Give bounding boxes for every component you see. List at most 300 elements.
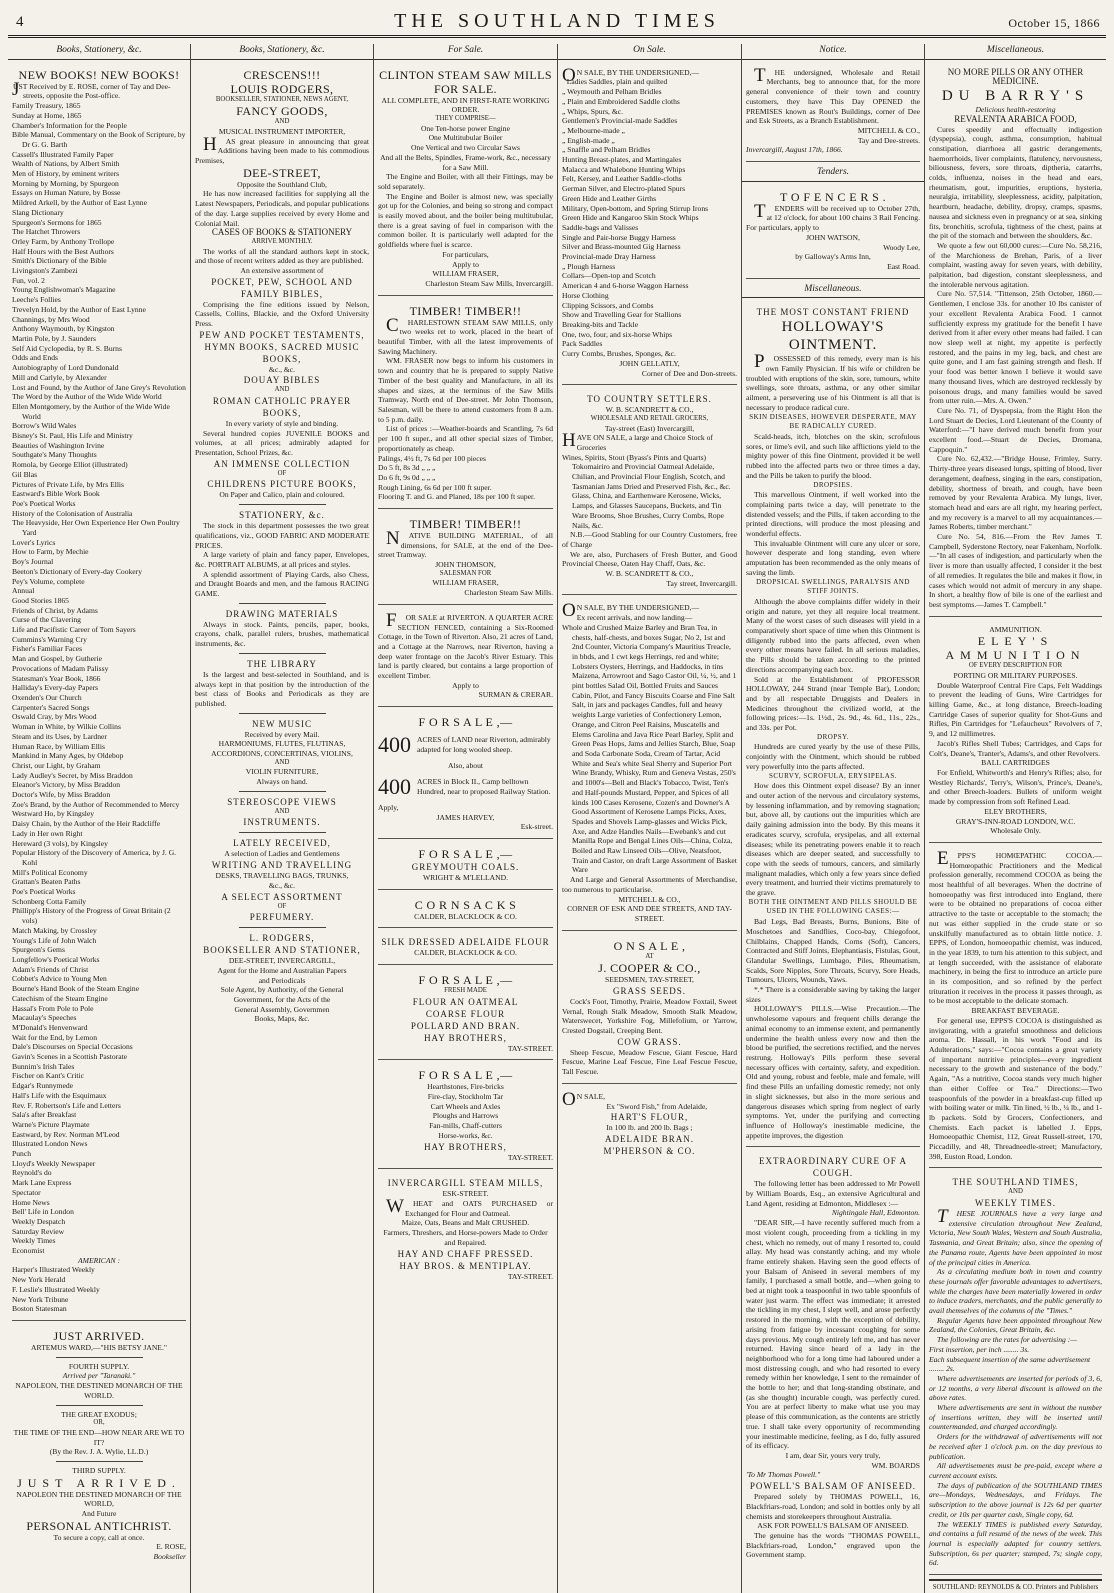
ball-heading: BALL CARTRIDGES [981, 758, 1050, 768]
list-item: Single and Pair-horse Buggy Harness [562, 232, 676, 242]
paragraph: Bad Legs, Bad Breasts, Burns, Bunions, Bite of Moschetoes and Sandflies, Coco-bay, Chiegofoot, Chilblains, Chapped Hands, Corns (Soft), Cancers, Contracted and Stiff Joints, Elephantiasis, Fistulas, Gout, Glandular Swellings, Lumbago, Piles, Rheumatism, Scalds, Sore Nipples, Sore Throats, Scurvy, Sore Heads, Tumours, Ulcers, Wounds, Yaws. [746, 917, 920, 985]
etc: &c., &c. [268, 364, 296, 374]
for-sale-heading: F O R S A L E ,— [418, 973, 513, 988]
list-item: „ Snaffle and Pelham Bridles [562, 145, 651, 155]
eley-name: ELEY BROTHERS, [984, 806, 1047, 816]
ad-corn-sacks [378, 894, 553, 929]
list-item: Illustrated London News [12, 1139, 88, 1149]
list-item: One Vertical and two Circular Saws [411, 143, 520, 153]
list-item: Cobbet's Advice to Young Men [12, 974, 107, 984]
musical-importer: MUSICAL INSTRUMENT IMPORTER, [218, 126, 346, 136]
paragraph: Prepared solely by THOMAS POWELL, 16, Blackfriars-road, London; and sold in bottles only by all chemists and storekeepers throughout Australia. [746, 1492, 920, 1521]
paragraph: Is the largest and best-selected in Southland, and is always kept in that position by the introduction of the best class of Books and Periodicals as they are published. [195, 669, 369, 708]
list-item: The Heavyside, Her Own Experience Her Own Poultry Yard [12, 518, 180, 538]
calder-name: CALDER, BLACKLOCK & CO. [414, 948, 517, 958]
list-item: Livingston's Zambezi [12, 266, 78, 276]
list-item: Provocations of Madam Palissy [12, 663, 109, 673]
napoleon-title: NAPOLEON, THE DESTINED MONARCH OF THE WORLD. [15, 1381, 183, 1400]
paragraph: Although the above complaints differ widely in their origin and nature, yet they all require local treatment. Many of the worst cases of such diseases will yield in a comparatively short space of time when this Ointment is diligently rubbed into the parts affected, even when every other means have failed. In all serious maladies, the Pills should be taken according to the printed directions accompanying each box. [746, 596, 920, 674]
variety-line: In every variety of style and binding. [225, 419, 339, 429]
list-item: Lost and Found, by the Author of Jane Grey's Revolution [12, 382, 186, 392]
list-item: Oswald Cray, by Mrs Wood [12, 712, 97, 722]
paragraph: The days of publication of the SOUTHLAND TIMES are—Mondays, Wednesdays, and Fridays. The subscription to the above journal is 12s 6d per quarter credit, or 10s per quarter cash, Single copy, 6d. [929, 1480, 1102, 1519]
list-item: Rev. F. Robertson's Life and Letters [12, 1100, 121, 1110]
list-item: Wealth of Nations, by Albert Smith [12, 159, 120, 169]
list-item: Hall's Life with the Esquimaux [12, 1090, 107, 1100]
list-item: Sunday at Home, 1865 [12, 110, 82, 120]
column-miscellaneous [924, 44, 1106, 1593]
coarse-heading: COARSE FLOUR [425, 1008, 506, 1019]
ad-eley [929, 621, 1102, 843]
list-item: Provincial-made Dray Harness [562, 252, 656, 262]
roman-prayer-books: ROMAN CATHOLIC PRAYER BOOKS, [212, 396, 352, 419]
list-item: Young Englishwoman's Magazine [12, 285, 116, 295]
extensive-label: An extensive assortment of [240, 265, 324, 275]
ad-intro: ON SALE, [562, 1088, 605, 1110]
mill-items [378, 124, 553, 173]
list-item: Cummins's Warning Cry [12, 634, 87, 644]
wholesale-only: Wholesale Only. [990, 826, 1041, 836]
list-item: Anthony Waymouth, by Kingston [12, 324, 115, 334]
list-item: Edgar's Runnymede [12, 1081, 74, 1091]
paragraph: THE undersigned, Wholesale and Retail Merchants, beg to announce that, for the more general convenience of their town and country customers, they have This Day OPENED the PREMISES known as Rout's Buildings, corner of Dee and Esk Streets, as a Branch Establishment. [746, 64, 920, 126]
ad-epps [929, 847, 1102, 1169]
list-item: Saturday Review [12, 1226, 65, 1236]
list-item: Lady Audley's Secret, by Miss Braddon [12, 770, 133, 780]
list-item: One Ten-horse power Engine [421, 123, 510, 133]
desks-line: DESKS, TRAVELLING BAGS, TRUNKS, [215, 871, 349, 881]
list-item: Beauties of Washington Irvine [12, 440, 105, 450]
paragraph: The Engine and Boiler is almost new, was specially got up for the Colonies, and being so strong and compact is easily moved about, and the boiler being multitubular, there is a great saving of fuel in comparison with the common boiler. It is particularly well adapted for the goldfields where fuel is scarce. [378, 191, 553, 250]
list-item: Green Hide and Kangaroo Skin Stock Whips [562, 213, 699, 223]
no-more-heading: NO MORE PILLS OR ANY OTHER MEDICINE. [947, 66, 1084, 87]
pollard-heading: POLLARD AND BRAN. [410, 1020, 521, 1031]
holloway-heading: HOLLOWAY'S OINTMENT. [781, 319, 885, 354]
ad-steam-mills [378, 1173, 553, 1287]
paragraph: HAS great pleasure in announcing that great Additions having been made to his commodious Premises, [195, 133, 369, 165]
by-wylie: (By the Rev. J. A. Wylie, LL.D.) [49, 1447, 149, 1457]
acres-number: 400 [378, 773, 411, 799]
list-item: „ Plain and Embroidered Saddle cloths [562, 96, 680, 106]
cough-heading: EXTRAORDINARY CURE OF A COUGH. [759, 1156, 907, 1179]
list-item: Gentlemen's Provincial-made Saddles [562, 116, 678, 126]
column-books-rose [8, 44, 190, 1593]
list-item: Collars—Open-top and Scotch [562, 271, 656, 281]
timber-prices [378, 454, 553, 503]
list-item: Eastward's Bible Work Book [12, 489, 100, 499]
list-item: Chamber's Information for the People [12, 120, 127, 130]
ad-holloway [746, 302, 920, 1147]
list-item: Cart Wheels and Axles [430, 1101, 501, 1111]
list-item: Wait for the End, by Lemon [12, 1032, 98, 1042]
list-item: Hereward (3 vols), by Kingsley [12, 838, 108, 848]
list-item: Self Aid Cyclopedia, by R. S. Burns [12, 343, 122, 353]
ad-intro: ON SALE, BY THE UNDERSIGNED,— [562, 64, 700, 86]
list-item: Fun, vol. 2 [12, 275, 45, 285]
and-label: AND [274, 386, 290, 394]
ad-flour [378, 969, 553, 1060]
lately-heading: LATELY RECEIVED, [233, 838, 331, 849]
list-item: One, two, four, and six-horse Whips [562, 329, 673, 339]
list-item: Morning by Morning, by Spurgeon [12, 178, 119, 188]
fencers-heading: T O F E N C E R S . [779, 189, 887, 204]
calder-name: CALDER, BLACKLOCK & CO. [414, 911, 517, 921]
of-label: OF [277, 469, 287, 477]
list-item: Curse of the Clavering [12, 615, 81, 625]
list-item: Poe's Poetical Works [12, 498, 76, 508]
paragraph: Cock's Foot, Timothy, Prairie, Meadow Foxtail, Sweet Vernal, Rough Stalk Meadow, Smooth Stalk Meadow, Waterswecet, Yorkshire Fog, Millefolium, or Yarrow, Crested Dogstail, Creeping Bent. [562, 996, 737, 1036]
just-arrived-heading: JUST ARRIVED. [53, 1329, 145, 1343]
page-number: 4 [16, 14, 24, 30]
paragraph: CHARLESTOWN STEAM SAW MILLS, only two weeks ret to work, placed in the heart of beautiful Timber, with all the latest improvements of Sawing Machinery. [378, 314, 553, 356]
paragraph: As a circulating medium both in town and country these journals offer favorable advantages to advertisers, while the charges have been materially lowered in order to induce traders, merchants, and the public generally to avail themselves of the columns of the "Times." [929, 1267, 1102, 1316]
subheading: DROPSY. [817, 732, 849, 741]
list-item: Malacca and Whalebone Hunting Whips [562, 164, 686, 174]
acres-text: ACRES in Block II., Camp belltown Hundred, near to proposed Railway Station. [417, 777, 551, 796]
american-list [12, 1265, 186, 1314]
napoleon-title-2: NAPOLEON THE DESTINED MONARCH OF THE WORLD, [16, 1489, 182, 1509]
column-header: Books, Stationery, &c. [191, 44, 373, 60]
paragraph: Cures speedily and effectually indigestion (dyspepsia), cough, asthma, consumption, habitual constipation, diarrhoea all gastric derangements, haemorrhoids, liver complaints, flatulency, nervousness, biliousness, fevers, sore throats, diptheria, catarrhs, colds, influenza, noises in the head and ears, rheumatism, gout, impurities, eruptions, hysteria, neuralgia, irritability, sleeplessness, acidity, palpitation, heartburn, headache, debility, dropsy, cramps, spasms, nausea and sickness even in pregnancy or at sea, sinking fits, bronchitis, scrofula, tightness of the chest, pains at the pit of the stomach and between the shoulders, &c. [929, 124, 1102, 241]
corn-heading: C O R N S A C K S [414, 897, 517, 912]
paragraph: Sold at the Establishment of PROFESSOR HOLLOWAY, 244 Strand (near Temple Bar), London; and by all respectable Druggists and Dealers in Medicines throughout the civilized world, at the following prices:—1s. 1½d., 2s. 9d., 4s. 6d., 11s., 22s., and 33s. per Pot. [746, 674, 920, 733]
cow-heading: COW GRASS. [617, 1036, 682, 1047]
of-line: OF EVERY DESCRIPTION FOR [968, 662, 1063, 670]
breakfast-heading: BREAKFAST BEVERAGE. [971, 1006, 1060, 1016]
sale-line: Sole Agent, by Authority, of the General [220, 985, 344, 995]
maps-line: Books, Maps, &c. [254, 1014, 310, 1024]
flour-heading: FLOUR AN OATMEAL [412, 996, 519, 1007]
list-item: Odds and Ends [12, 353, 58, 363]
column-notice [741, 44, 924, 1593]
list-item: Hassal's From Pole to Pole [12, 1003, 94, 1013]
list-item: Spurgeon's Sermons for 1865 [12, 217, 102, 227]
surman-name: SURMAN & CRERAR. [478, 690, 553, 700]
revalenta-heading: REVALENTA ARABICA FOOD, [954, 113, 1077, 124]
just-arrived-2: JUST ARRIVED. [17, 1475, 181, 1490]
comprise-line: THEY COMPRISE— [435, 115, 496, 123]
column-header: For Sale. [374, 44, 557, 60]
list-item: Ladies Saddles, plain and quilted [566, 77, 668, 87]
selection-line: A selection of Ladies and Gentlemens [224, 849, 340, 859]
subheading: SCURVY, SCROFULA, ERYSIPELAS. [769, 771, 897, 780]
list-item: Poe's Poetical Works [12, 887, 76, 897]
tay-line: Tay street, Invercargill. [666, 578, 737, 588]
list-item: Mill and Carlyle, by Alexander [12, 372, 107, 382]
bibles-heading: POCKET, PEW, SCHOOL AND FAMILY BIBLES, [211, 276, 353, 299]
list-item: Bible Manual, Commentary on the Book of Scripture, by Dr G. G. Barth [12, 130, 186, 149]
list-item: Bourne's Hand Book of the Steam Engine [12, 984, 140, 994]
list-item: Breaking-bits and Tackle [562, 319, 639, 329]
stereo-heading: STEREOSCOPE VIEWS [227, 796, 337, 807]
and-future: And Future [81, 1509, 117, 1519]
paragraph: TENDERS will be received up to October 27th, at 12 o'clock, for about 100 chains 3 Rail Fencing. For particulars, apply to [746, 200, 920, 233]
list-item: Channings, by Mrs Wood [12, 314, 90, 324]
gallo-line: by Galloway's Arms Inn, [795, 252, 871, 262]
great-exodus: THE GREAT EXODUS; [61, 1409, 137, 1419]
paragraph: Where advertisements are sent in without the number of insertions written, they will be inserted until countermanded, and charged accordingly. [929, 1403, 1102, 1432]
list-item: Dale's Discourses on Special Occasions [12, 1042, 133, 1052]
opposite-club: Opposite the Southland Club, [237, 179, 327, 189]
column-header: On Sale. [558, 44, 741, 60]
and-label: AND [274, 807, 290, 815]
paragraph: For general use, EPPS'S COCOA is distinguished as invigorating, with a grateful smoothness and delicious aroma. Dr. Hassall, in his work "Food and its Adulterations," says:—"Cocoa contains a great variety of important nutritive principles—every ingredient necessary to the growth and sustenance of the body." Again, "As a nutritive, Cocoa stands very much higher than either Coffee or Tea." Directions:—Two teaspoonfuls of the powder in a breakfast-cup filled up with boiling water or milk. Tin lined, ½ lb., ¼ lb., and 1-lb packets. Sold by Grocers, Confectioners, and Chemists. Each packet is labelled J. Epps, Homoeopathic Chemist, 112, Great Russell-street, 170, Piccadilly, and 48, Threadneedle-street; Manufactory, 398, Euston Road, London. [929, 1015, 1102, 1161]
printer-footer: SOUTHLAND: REYNOLDS & CO. Printers and Publishers [929, 1579, 1102, 1593]
list-item: Mark Lane Express [12, 1178, 72, 1188]
to-line: 'To Mr Thomas Powell." [746, 1470, 821, 1480]
list-item: Mildred Arkell, by the Author of East Lynne [12, 198, 147, 208]
list-item: F. Leslie's Illustrated Weekly [12, 1284, 100, 1294]
watson-name: JOHN WATSON, [806, 232, 860, 242]
paragraph: Orders for the withdrawal of advertisements will not be received after 1 o'clock p.m. on the day previous to publication. [929, 1432, 1102, 1461]
list-item: Bell' Life in London [12, 1207, 74, 1217]
apply-line: Apply, [378, 802, 399, 812]
list-item: Gil Blas [12, 469, 38, 479]
column-header: Notice. [742, 44, 924, 60]
library-heading: THE LIBRARY [247, 658, 317, 669]
of-label: OF [277, 902, 287, 910]
list-item: New York Herald [12, 1275, 66, 1285]
woody-line: Woody Lee, [883, 242, 920, 252]
ad-intro: ON SALE, BY THE UNDERSIGNED,— [562, 600, 700, 622]
immense-collection: AN IMMENSE COLLECTION [213, 458, 351, 469]
subheading: DROPSICAL SWELLINGS, PARALYSIS AND STIFF JOINTS. [756, 577, 910, 596]
list-item: Mill's Political Economy [12, 867, 88, 877]
list-item: Life and Pacifistic Career of Tom Sayers [12, 625, 136, 635]
timber-heading: TIMBER! TIMBER!! [409, 517, 522, 532]
scandrett-name: W. B. SCANDRETT & CO., [605, 569, 694, 579]
list-item: Home News [12, 1197, 50, 1207]
ad-gellatly [562, 64, 737, 386]
writing-heading: WRITING AND TRAVELLING [211, 860, 353, 871]
list-item: Half Hours with the Best Authors [12, 246, 114, 256]
paragraph: Jacob's Rifles Shell Tubes; Cartridges, and Caps for Colt's, Deane's, Tranter's, Adams's, and other Revolvers. [929, 738, 1102, 758]
list-item: Saddle-bags and Valisses [562, 222, 639, 232]
list-item: Annual [12, 586, 35, 596]
list-item: Hunting Breast-plates, and Martingales [562, 155, 682, 165]
paragraph: The WEEKLY TIMES is published every Saturday, and contains a full resumé of the news of the week. This journal is especially adapted for country settlers. Subscription, 6s per quarter; stamped, 7s; single copy, 6d. [929, 1519, 1102, 1568]
list-item: Horse-works, &c. [438, 1130, 493, 1140]
ad-timber [378, 300, 553, 509]
paragraph: Cure No. 71, of Dyspepsia, from the Right Hon the Lord Stuart de Decies, Lord Lieutenant of the County of Waterford:—"I have derived much benefit from your excellent food.—Stuart de Decies, Dromana, Cappoquin." [929, 405, 1102, 454]
dee-street: DEE-STREET, [243, 165, 321, 180]
list-item: Match Making, by Crossley [12, 925, 97, 935]
paragraph: We are, also, Purchasers of Fresh Butter, and Good Provincial Cheese, Oaten Hay Chaff, Oats, &c. [562, 549, 737, 569]
apply-line: Apply to [452, 680, 479, 690]
tay-line: Tay-street (East) Invercargill, [604, 423, 695, 433]
wright-name: WRIGHT & M'LELLAND. [423, 872, 508, 882]
list-item: Zoe's Brand, by the Author of Recommended to Mercy [12, 799, 180, 809]
list-item: Ellen Montgomery, by the Author of the Wide Wide World [12, 401, 170, 421]
list-item: Catechism of the Steam Engine [12, 993, 108, 1003]
mitchell-name: MITCHELL & CO., [618, 894, 681, 904]
ad-mitchell [562, 599, 737, 930]
paragraph: Several hundred copies JUVENILE BOOKS and volumes, at all prices; admirably adapted for Presentation, School Prizes, &c. [195, 428, 369, 458]
corner-line: Corner of Dee and Don-streets. [641, 368, 737, 378]
list-item: Adam's Friends of Christ [12, 964, 89, 974]
chaff-heading: HAY AND CHAFF PRESSED. [397, 1248, 534, 1259]
list-item: Military, Open-bottom, and Spring Stirrup Irons [562, 203, 709, 213]
paragraph: Comprising the fine editions issued by Nelson, Cassells, Collins, Blackie, and the Oxford University Press. [195, 299, 369, 329]
ad-rodgers [195, 64, 369, 1030]
list-item: Mankind in Many Ages, by Oldebop [12, 751, 124, 761]
tay-line: TAY-STREET. [507, 1271, 553, 1281]
list-item: „ English-made „ [562, 135, 615, 145]
list-item: Carpenter's Sacred Songs [12, 702, 90, 712]
masthead [8, 8, 1106, 38]
list-item: Bisney's St. Paul, His Life and Ministry [12, 431, 133, 441]
nightingale-line: Nightingale Hall, Edmonton. [831, 1208, 920, 1218]
artemus-ward: ARTEMUS WARD,—"HIS BETSY JANE." [31, 1343, 167, 1352]
list-item: Martin Pole, by J. Saunders [12, 333, 96, 343]
paragraph: He has now increased facilities for supplying all the Latest Newspapers, Periodicals, and popular publications of the day. Large supplies received by every Home and Colonial Mail. [195, 189, 369, 228]
notice-date: Invercargill, August 17th, 1866. [746, 145, 843, 155]
list-item: Woman in White, by Wilkie Collins [12, 722, 121, 732]
list-item: Do 6 ft, 9s 0d „ „ „ [378, 472, 436, 482]
list-item: Boy's Journal [12, 557, 54, 567]
paragraph: Cure No. 62,432.—"Bridge House, Frimley, Surry. Thirty-three years diseased lungs, spitting of blood, liver derangement, deafness, singing in the ears, constipation, debility, shortness of breath, and cough, have been removed by your Revalenta Arabica. My lungs, liver, stomach head and ears are all right, my hearing perfect, and my recovery is a marvel to all my acquaintances.—James Roberts, timber merchant." [929, 454, 1102, 532]
tay-line: TAY-STREET. [507, 1152, 553, 1162]
mentiplay-name: HAY BROS. & MENTIPLAY. [399, 1260, 532, 1271]
steam-heading: INVERCARGILL STEAM MILLS, [387, 1178, 544, 1189]
list-item: Reynold's do [12, 1168, 52, 1178]
harmoniums-line: HARMONIUMS, FLUTES, FLUTINAS, ACCORDIONS, CONCERTINAS, VIOLINS, [211, 739, 353, 759]
sizes-line: In 100 lb. and 200 lb. Bags ; [606, 1123, 693, 1133]
paragraph: The Engine and Boiler, with all their Fittings, may be sold separately. [378, 172, 553, 191]
wholesale-line: WHOLESALE AND RETAIL GROCERS, [590, 414, 709, 422]
paragraph: Cure No. 57,514. "Tittenson, 25th October, 1860.—Gentlemen, I enclose 33s. for another 10 lbs canister of your excellent Revalenta Arabica Food. I cannot sufficiently express my gratitude for the benefit I have derived from it after every other means had failed. I can now sleep well at night, my appetite is perfectly restored, and the pains in my leg, back, and chest are quite gone, and I am fast gaining strength and flesh. If your food was better known I believe it would save many thousand lives, which are destroyed recklessly by poisonous drugs, and many families would be saved from utter ruin.—Mrs. A. Owen." [929, 289, 1102, 406]
ad-riverton [378, 609, 553, 707]
dee-line: DEE-STREET, INVERCARGILL, [228, 956, 336, 966]
ad-fencers [746, 186, 920, 279]
bookseller-line: BOOKSELLER AND STATIONER, [203, 945, 361, 956]
paragraph: And Large and General Assortments of Merchandise, too numerous to particularise. [562, 875, 737, 894]
ad-scandrett [562, 389, 737, 595]
assembly-line: General Assembly, Governmen [234, 1004, 330, 1014]
paragraph: *.* There is a considerable saving by taking the larger sizes [746, 985, 920, 1004]
list-item: Orley Farm, by Anthony Trollope [12, 236, 115, 246]
clinton-heading: CLINTON STEAM SAW MILLS FOR SALE. [379, 67, 552, 96]
list-item: How to Farm, by Mechie [12, 547, 89, 557]
instruments-heading: INSTRUMENTS. [243, 817, 321, 828]
mail-line: Received by every Mail. [244, 729, 320, 739]
always-line: Always on hand. [256, 777, 308, 787]
tay-line: TAY-STREET. [507, 1043, 553, 1053]
salesman-line: SALESMAN FOR [439, 569, 492, 577]
ex-line: Ex recent arrivals, and now landing— [576, 613, 693, 623]
ask-line: ASK FOR POWELL'S BALSAM OF ANISEED. [757, 1521, 909, 1531]
list-item: Smith's Dictionary of the Bible [12, 256, 107, 266]
list-item: The Hatchet Throwers [12, 227, 81, 237]
list-item: Statesman's Year Book, 1866 [12, 673, 101, 683]
arrive-monthly: ARRIVE MONTHLY. [251, 237, 313, 245]
list-item: Halliday's Every-day Papers [12, 683, 99, 693]
third-supply: THIRD SUPPLY. [72, 1465, 126, 1475]
constant-heading: THE MOST CONSTANT FRIEND [756, 307, 910, 318]
acres-number: 400 [378, 732, 411, 758]
list-item: Weekly Despatch [12, 1216, 66, 1226]
list-item: Bunnim's Irish Tales [12, 1061, 75, 1071]
farmers-line: Farmers, Threshers, and Horse-powers Made to Order and Repaired. [383, 1228, 548, 1247]
for-sale-heading: F O R S A L E ,— [418, 715, 513, 730]
paragraph: EPPS'S HOMŒPATHIC COCOA.—Homœopathic Practitioners and the Medical profession generally, recommend COCOA as being the most healthful of all beverages. When the doctrine of homoeopathy was first introduced into England, there were to be obtained no preparations of cocoa either attractive to the taste or acceptable to the stomach; the nut was either supplied in the crude state or so unskilfully manufactured as to obtain little notice. J. EPPS, of London, homoeopathic chemist, was induced, in the year 1839, to turn his attention to this subject, and at length succeeded, with the assistance of elaborate machinery, in being the first to introduce an article pure in its composition, and so refined by the perfect trituration it receives in the process it passes through, as to be most acceptable to the delicate stomach. [929, 847, 1102, 1006]
column-for-sale [373, 44, 557, 1593]
list-item: Pack Saddles [562, 339, 603, 349]
ad-clinton-saw-mills [378, 64, 553, 296]
list-item: Boston Statesman [12, 1304, 67, 1314]
paragraph: HOLLOWAY'S PILLS.—Wise Precaution.—The unwholesome vapours and frequent chills derange the animal economy to an immense extent, and permanently undermine the health unless every now and then the blood be purified, the secretions rectified, and the nerves restrung. Holloway's Pills perform these several necessary offices with certainty, safety, and expedition. Old and young, robust and feeble, male and female, will find these Pills an unfailing domestic remedy; not only in slight sicknesses, but also in the more serious and dangerous diseases which spring from neglect of early symptoms. Yet, under the purifying and correcting influence of Holloway's inestimable medicine, the appetite improves, the digestion [746, 1004, 920, 1140]
paragraph: WHEAT and OATS PURCHASED or Exchanged for Flour and Oatmeal. [386, 1196, 553, 1218]
perfumery-heading: PERFUMERY. [249, 912, 315, 923]
list-item: Fisher's Familiar Faces [12, 644, 83, 654]
times-heading: THE SOUTHLAND TIMES, [952, 1177, 1079, 1188]
list-item: „ Melbourne-made „ [562, 125, 625, 135]
dubarry-heading: DU BARRY'S [941, 88, 1090, 105]
apply-line: Apply to [452, 259, 479, 269]
list-item: Good Stories 1865 [12, 595, 69, 605]
bran-heading: ADELAIDE BRAN. [605, 1133, 694, 1144]
list-item: Grattan's Beaten Paths [12, 877, 81, 887]
or-label: OR, [93, 1419, 105, 1427]
list-item: Oxenden's Our Church [12, 693, 82, 702]
list-item: Daisy Chain, by the Author of the Heir Radcliffe [12, 819, 161, 829]
paragraph: Hundreds are cured yearly by the use of these Pills, conjointly with the Ointment, which should be rubbed very powerfully into the parts affected. [746, 742, 920, 771]
ad-mitchell-notice [746, 64, 920, 162]
paragraph: The works of all the standard authors kept in stock, and those of recent writers added as they are published. [195, 246, 369, 266]
rodgers-name: L. RODGERS, [249, 933, 315, 944]
paragraph: THESE JOURNALS have a very large and extensive circulation throughout New Zealand, Victoria, New South Wales, Western and South Australia, Tasmania, and Great Britain; also, since the opening of the Panama route, Agents have been appointed in most of the principal cities in America. [929, 1206, 1102, 1267]
column-rodgers [190, 44, 373, 1593]
paragraph: How does this Ointment expel disease? By an inner and outer action of the nervous and circulatory systems, by lessening inflammation, and by removing stagnation; but, above all, by cautions out the impurities which are daily gaining admission into the body. By this means it eradicates scurvy, scrofula, erysipelas, and all external diseases; while its penetrating powers enable it to reach diseases which are deeper seated, and successfully to cope with the seeds of tumours, cancers, and similarly malignant maladies, which only a few years since defied every treatment, and hurried their victims prematurely to the grave. [746, 781, 920, 898]
list-item: Punch [12, 1149, 31, 1159]
violin-line: VIOLIN FURNITURE, [245, 767, 319, 777]
paragraph: N.B.—Good Stabling for our Country Customers, free of Charge [562, 530, 737, 549]
list-item: Schonberg Cotta Family [12, 896, 87, 906]
paragraph: Scald-heads, itch, blotches on the skin, scrofulous sores, or lime's evil, and such like afflictions yield to the mighty power of this fine Ointment, provided it be well rubbed into the affected parts two or three times a day, and the Pills be taken to purify the blood. [746, 431, 920, 480]
paragraph: FOR SALE at RIVERTON. A QUARTER ACRE SECTION FENCED, containing a Six-Roomed Cottage, in the Town of Riverton. Also, 21 acres of Land, and a Cottage at the Narrows, near Riverton, having a deep water frontage on the Jacob's River Estuary. This land is partly cleared, but contains a large proportion of excellent Timber. [378, 609, 553, 681]
list-item: Gavin's Scenes in a Scottish Pastorate [12, 1052, 128, 1062]
list-item: Fischer on Kant's Critic [12, 1071, 85, 1081]
section-header: Tenders. [742, 166, 924, 182]
gellatly-name: JOHN GELLATLY, [619, 358, 680, 368]
ad-timber-2 [378, 513, 553, 605]
list-item: Spurgeon's Gems [12, 945, 65, 955]
paragraph: This invaluable Ointment will cure any ulcer or sore, however desperate and long standing, even where amputation has been recommended as the only means of saving the limb. [746, 538, 920, 577]
list-item: Lover's Lyrics [12, 537, 56, 547]
list-item: Economist [12, 1246, 45, 1256]
paragraph: HAVE ON SALE, a large and Choice Stock of Groceries [562, 430, 713, 452]
esk-line: Esk-street. [520, 822, 553, 832]
for-sale-heading: F O R S A L E ,— [418, 846, 513, 861]
paragraph: This marvellous Ointment, if well worked into the complaining parts twice a day, will penetrate to the distended vessels; and the Pills, if taken according to the printed directions, will produce the most pleasing and wonderful effects. [746, 490, 920, 539]
list-item: Men of History, by eminent writers [12, 169, 120, 179]
louis-rodgers: LOUIS RODGERS, [230, 81, 334, 96]
ad-rose-new-books [12, 64, 186, 1321]
paragraph: All advertisements must be pre-paid, except where a current account exists. [929, 1461, 1102, 1480]
fresh-made: FRESH MADE [444, 987, 487, 995]
list-item: Christ, our Light, by Graham [12, 760, 101, 770]
ad-headline: NEW BOOKS! NEW BOOKS! [18, 67, 180, 82]
paragraph: Regular Agents have been appointed throughout New Zealand, the Colonies, Great Britain, &c. [929, 1315, 1102, 1335]
time-of-end: THE TIME OF THE END—HOW NEAR ARE WE TO IT? [13, 1427, 185, 1447]
east-line: East Road. [887, 261, 920, 271]
list-item: Young's Life of John Walch [12, 935, 97, 945]
list-item: Show and Travelling Gear for Stallions [562, 310, 682, 320]
crescens: CRESCENS!!! [243, 67, 321, 82]
silk-heading: SILK DRESSED ADELAIDE FLOUR [381, 937, 550, 948]
ad-intro: JUST Received by E. ROSE, corner of Tay and Dee-streets, opposite the Post-office. [12, 78, 171, 101]
harts-heading: HART'S FLOUR, [610, 1112, 689, 1123]
